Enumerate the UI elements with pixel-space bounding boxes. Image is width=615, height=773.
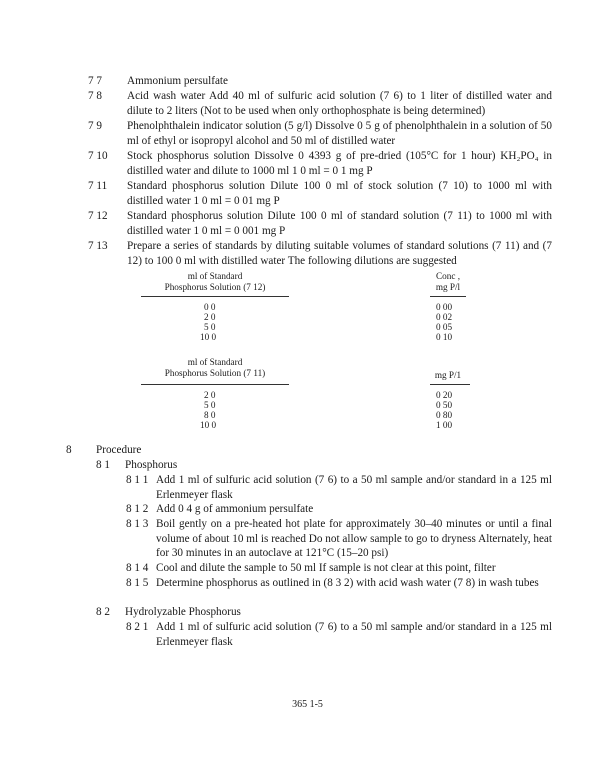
subsection-title: Hydrolyzable Phosphorus [125,606,241,618]
subsection-number: 8 1 [96,459,110,471]
cell-ml: 10 0 [200,420,217,430]
cell-conc: 0 02 [436,312,453,322]
cell-ml: 2 0 [204,390,216,400]
item-text: Phenolphthalein indicator solution (5 g/l) Dissolve 0 5 g of phenolphthalein in a solution of 50 ml of ethyl or isopropyl alcohol and 50 ml of distilled water [127,120,552,147]
cell-conc: 0 20 [436,390,453,400]
item-number: 7 9 [88,120,102,132]
item-text: Ammonium persulfate [127,75,228,87]
item-number: 7 8 [88,90,102,102]
cell-conc: 0 00 [436,302,453,312]
step-text: Add 0 4 g of ammonium persulfate [156,503,314,515]
step-number: 8 1 2 [126,503,149,515]
cell-ml: 2 0 [204,312,216,322]
step-text: Add 1 ml of sulfuric acid solution (7 6) to a 50 ml sample and/or standard in a 125 ml Erlenmeyer flask [156,621,552,648]
item-text: Stock phosphorus solution Dissolve 0 4393 g of pre-dried (105°C for 1 hour) KH₂PO₄ in distilled water and dilute to 1000 ml 1 0 ml = 0 1 mg P [127,150,552,177]
cell-ml: 0 0 [204,302,216,312]
cell-ml: 10 0 [200,332,217,342]
item-number: 7 7 [88,75,102,87]
subsection-number: 8 2 [96,606,110,618]
column-header-ml [140,357,290,379]
item-number: 7 10 [88,150,108,162]
procedure-step-8-2-1 [126,620,552,649]
step-number: 8 1 3 [126,518,149,530]
section-title: Procedure [96,444,142,456]
step-text: Determine phosphorus as outlined in (8 3 2) with acid wash water (7 8) in wash tubes [156,577,539,589]
page-number: 365 1-5 [292,699,323,710]
section-number: 8 [66,444,72,456]
cell-ml: 5 0 [204,400,216,410]
header-rule [430,384,470,385]
header-line: Phosphorus Solution (7 11) [164,368,266,378]
step-number: 8 1 1 [126,474,149,486]
header-line: ml of Standard [187,271,243,281]
procedure-step-8-1-1 [126,473,552,502]
item-number: 7 13 [88,240,108,252]
cell-conc: 0 80 [436,410,453,420]
item-text: Standard phosphorus solution Dilute 100 0 ml of standard solution (7 11) to 1000 ml with distilled water 1 0 ml = 0 001 mg P [127,210,552,237]
step-number: 8 1 5 [126,577,149,589]
step-number: 8 1 4 [126,562,149,574]
procedure-step-8-1-2 [126,502,552,517]
header-rule [141,384,289,385]
cell-conc: 0 05 [436,322,453,332]
item-number: 7 11 [88,180,108,192]
procedure-step-8-1-5 [126,576,552,591]
item-number: 7 12 [88,210,108,222]
header-line: ml of Standard [187,357,243,367]
item-text: Prepare a series of standards by diluting suitable volumes of standard solutions (7 11) and (7 12) to 100 0 ml with distilled water The following dilutions are suggested [127,240,552,267]
subsection-title: Phosphorus [125,459,178,471]
step-text: Add 1 ml of sulfuric acid solution (7 6) to a 50 ml sample and/or standard in a 125 ml Erlenmeyer flask [156,474,552,501]
cell-conc: 0 50 [436,400,453,410]
cell-ml: 5 0 [204,322,216,332]
item-text: Acid wash water Add 40 ml of sulfuric acid solution (7 6) to 1 liter of distilled water and dilute to 2 liters (Not to be used when only orthophosphate is being determined) [127,90,552,117]
cell-conc: 1 00 [436,420,453,430]
step-number: 8 2 1 [126,621,149,633]
column-header-conc [418,370,478,381]
cell-ml: 8 0 [204,410,216,420]
procedure-step-8-1-3 [126,517,552,561]
step-text: Cool and dilute the sample to 50 ml If sample is not clear at this point, filter [156,562,496,574]
header-line: mg P/1 [434,370,462,380]
cell-conc: 0 10 [436,332,453,342]
header-line: mg P/l [435,282,461,292]
step-text: Boil gently on a pre-heated hot plate for approximately 30–40 minutes or until a final volume of about 10 ml is reached Do not allow sample to go to dryness Alternately, heat for 30 minutes in an autoclave at 121°C (15–20 psi) [156,518,552,560]
item-text: Standard phosphorus solution Dilute 100 0 ml of stock solution (7 10) to 1000 ml with distilled water 1 0 ml = 0 01 mg P [127,180,552,207]
header-line: Phosphorus Solution (7 12) [164,282,266,292]
header-line: Conc , [436,271,460,281]
procedure-step-8-1-4 [126,561,552,576]
